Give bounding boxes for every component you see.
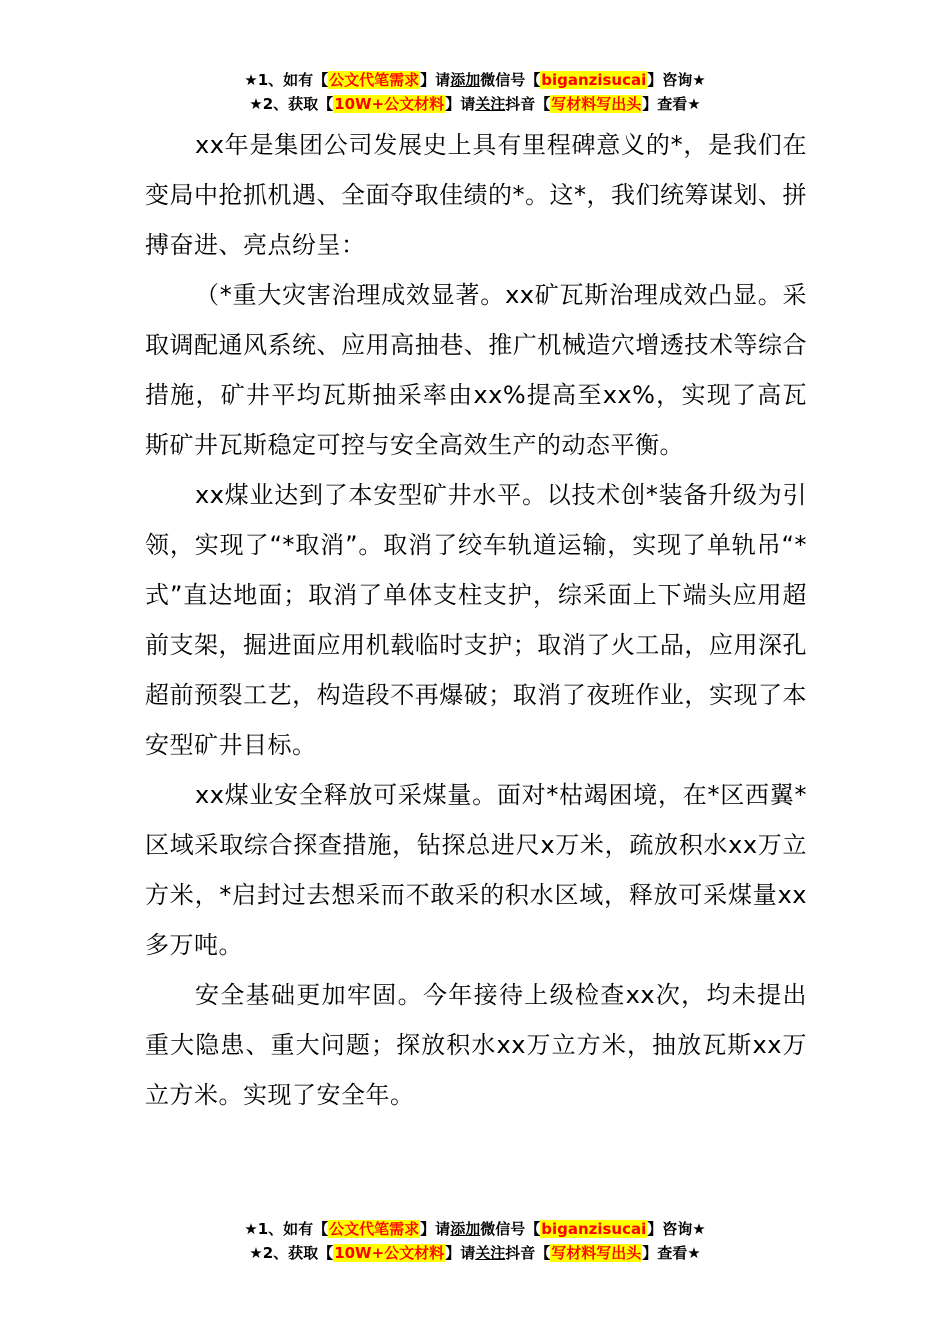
highlight-materials: 10W+公文材料 (334, 1244, 445, 1262)
highlight-service: 公文代笔需求 (329, 1220, 420, 1238)
banner-text: 微信号【 (480, 1220, 541, 1238)
banner-emphasis: 添加 (450, 1220, 481, 1238)
banner-text: 】请 (445, 95, 476, 113)
banner-text: 】咨询★ (647, 1220, 706, 1238)
banner-text: 微信号【 (480, 71, 541, 89)
paragraph: xx煤业安全释放可采煤量。面对*枯竭困境，在*区西翼*区域采取综合探查措施，钻探总进尺x万米，疏放积水xx万立方米，*启封过去想采而不敢采的积水区域，释放可采煤量xx多万吨。 (145, 781, 807, 959)
banner-text: ★2、获取【 (249, 95, 334, 113)
banner-emphasis: 关注 (475, 1244, 506, 1262)
banner-text: 】请 (445, 1244, 476, 1262)
paragraph: xx煤业达到了本安型矿井水平。以技术创*装备升级为引领，实现了“*取消”。取消了绞车轨道运输，实现了单轨吊“*式”直达地面；取消了单体支柱支护，综采面上下端头应用超前支架，掘进面应用机载临时支护；取消了火工品，应用深孔超前预裂工艺，构造段不再爆破；取消了夜班作业，实现了本安型矿井目标。 (145, 481, 807, 759)
banner-text: 】咨询★ (647, 71, 706, 89)
banner-text: ★2、获取【 (249, 1244, 334, 1262)
footer-banner-line-2 (0, 1241, 950, 1265)
banner-text: ★1、如有【 (244, 71, 329, 89)
banner-text: ★1、如有【 (244, 1220, 329, 1238)
banner-text: 抖音【 (505, 1244, 551, 1262)
banner-emphasis: 添加 (450, 71, 481, 89)
banner-text: 】查看★ (642, 1244, 701, 1262)
paragraph: xx年是集团公司发展史上具有里程碑意义的*，是我们在变局中抢抓机遇、全面夺取佳绩的*。这*，我们统筹谋划、拼搏奋进、亮点纷呈： (145, 131, 807, 259)
banner-text: 】请 (420, 71, 451, 89)
document-body (145, 120, 807, 1120)
highlight-wechat-id: biganzisucai (541, 71, 647, 89)
highlight-douyin-account: 写材料写出头 (551, 1244, 642, 1262)
banner-emphasis: 关注 (475, 95, 506, 113)
header-banner (0, 68, 950, 116)
banner-text: 】请 (420, 1220, 451, 1238)
highlight-service: 公文代笔需求 (329, 71, 420, 89)
header-banner-line-2 (0, 92, 950, 116)
footer-banner (0, 1217, 950, 1265)
highlight-wechat-id: biganzisucai (541, 1220, 647, 1238)
paragraph: 安全基础更加牢固。今年接待上级检查xx次，均未提出重大隐患、重大问题；探放积水xx万立方米，抽放瓦斯xx万立方米。实现了安全年。 (145, 981, 807, 1109)
paragraph: （*重大灾害治理成效显著。xx矿瓦斯治理成效凸显。采取调配通风系统、应用高抽巷、推广机械造穴增透技术等综合措施，矿井平均瓦斯抽采率由xx%提高至xx%，实现了高瓦斯矿井瓦斯稳定可控与安全高效生产的动态平衡。 (145, 281, 807, 459)
highlight-materials: 10W+公文材料 (334, 95, 445, 113)
highlight-douyin-account: 写材料写出头 (551, 95, 642, 113)
banner-text: 抖音【 (505, 95, 551, 113)
footer-banner-line-1 (0, 1217, 950, 1241)
header-banner-line-1 (0, 68, 950, 92)
banner-text: 】查看★ (642, 95, 701, 113)
